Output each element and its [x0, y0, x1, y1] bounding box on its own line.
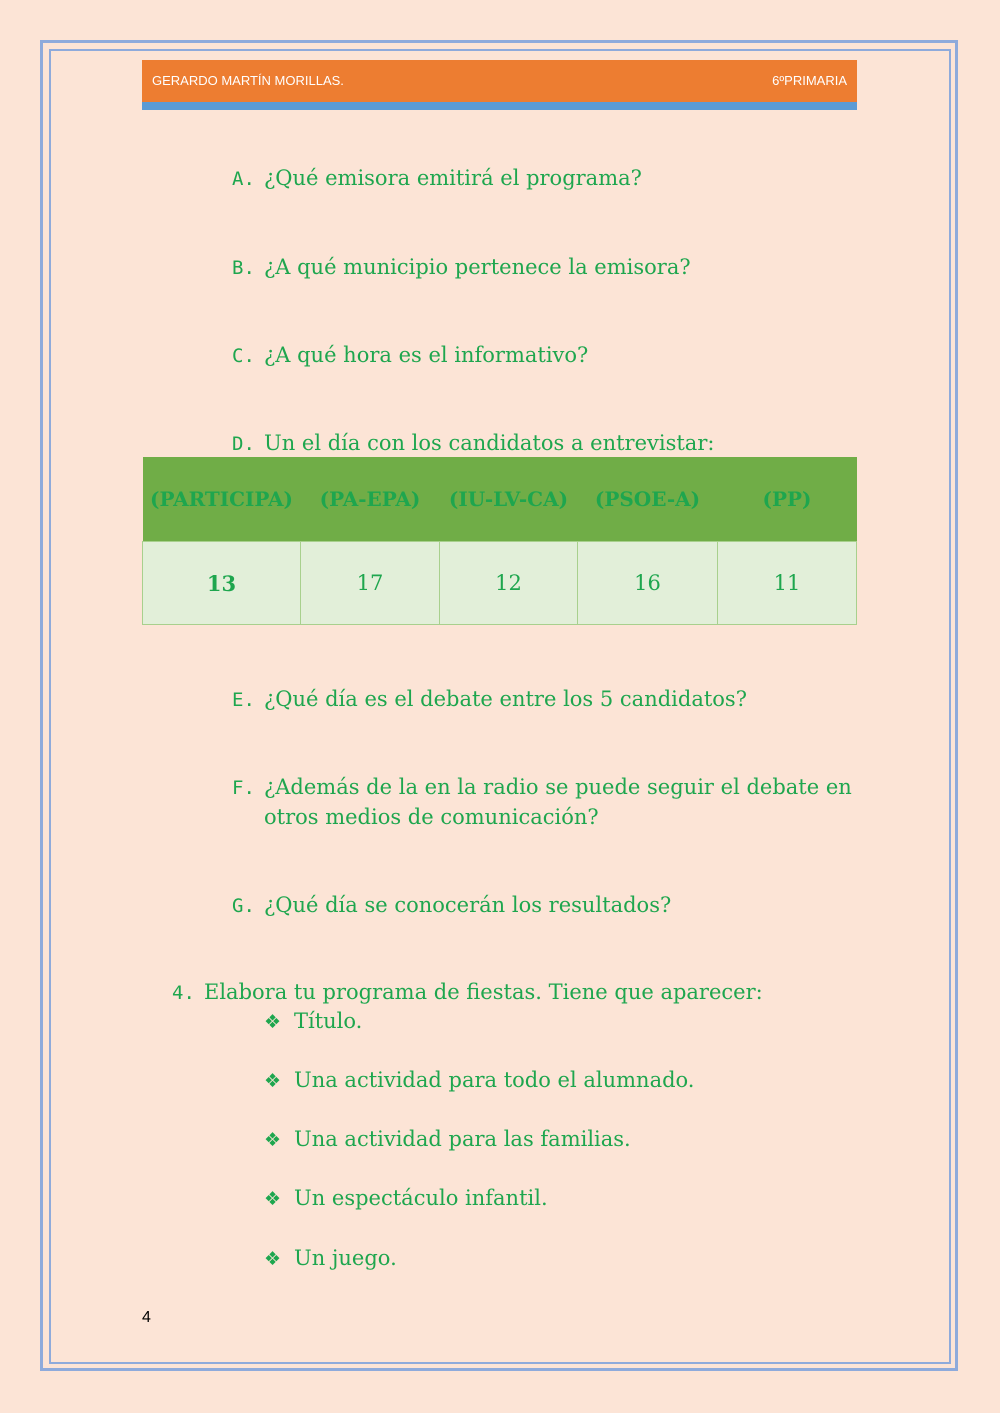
question-c	[232, 340, 857, 371]
question-letter: E.	[232, 689, 255, 711]
question-e	[232, 684, 857, 715]
list-item	[264, 1183, 548, 1214]
question-letter: B.	[232, 257, 255, 279]
question-text: Un el día con los candidatos a entrevistar:	[264, 431, 715, 455]
table-header-cell: (PA-EPA)	[301, 457, 440, 542]
table-cell: 16	[578, 542, 718, 625]
question-letter: C.	[232, 345, 255, 367]
list-item-text: Una actividad para las familias.	[294, 1127, 631, 1151]
diamond-bullet-icon: ❖	[264, 1188, 282, 1210]
table-header-cell: (PARTICIPA)	[143, 457, 301, 542]
table-header-cell: (PSOE-A)	[578, 457, 718, 542]
page-header	[142, 60, 857, 110]
list-item-text: Título.	[294, 1009, 363, 1033]
diamond-bullet-icon: ❖	[264, 1070, 282, 1092]
question-b	[232, 252, 857, 283]
question-letter: F.	[232, 777, 255, 799]
question-letter: G.	[232, 895, 255, 917]
question-text: ¿A qué municipio pertenece la emisora?	[264, 255, 691, 279]
diamond-bullet-icon: ❖	[264, 1011, 282, 1033]
list-item-text: Un juego.	[294, 1246, 397, 1270]
question-letter: A.	[232, 168, 255, 190]
diamond-bullet-icon: ❖	[264, 1248, 282, 1270]
table-cell: 13	[143, 542, 301, 625]
list-item	[264, 1243, 397, 1274]
table-row	[143, 542, 857, 625]
list-item	[264, 1006, 362, 1037]
question-f	[232, 772, 857, 832]
question-letter: D.	[232, 433, 255, 455]
list-item-text: Un espectáculo infantil.	[294, 1186, 548, 1210]
question-a	[232, 163, 857, 194]
header-grade: 6ºPRIMARIA	[772, 73, 847, 88]
table-header-cell: (PP)	[718, 457, 857, 542]
list-item-text: Una actividad para todo el alumnado.	[294, 1068, 695, 1092]
candidates-table	[142, 457, 857, 625]
list-item	[264, 1065, 695, 1096]
table-header-row	[143, 457, 857, 542]
table-cell: 11	[718, 542, 857, 625]
diamond-bullet-icon: ❖	[264, 1129, 282, 1151]
table-header-cell: (IU-LV-CA)	[440, 457, 578, 542]
table-cell: 12	[440, 542, 578, 625]
table-cell: 17	[301, 542, 440, 625]
list-item	[264, 1124, 631, 1155]
question-text: ¿Qué día se conocerán los resultados?	[264, 893, 672, 917]
question-text: ¿Qué emisora emitirá el programa?	[264, 166, 642, 190]
header-author: GERARDO MARTÍN MORILLAS.	[152, 73, 344, 88]
question-text: ¿Qué día es el debate entre los 5 candidatos?	[264, 687, 747, 711]
question-text: ¿Además de la en la radio se puede seguir el debate en otros medios de comunicación?	[264, 775, 852, 829]
question-d	[232, 428, 857, 459]
task-text: Elabora tu programa de fiestas. Tiene que aparecer:	[204, 980, 763, 1004]
question-g	[232, 890, 857, 921]
task-4	[172, 977, 857, 1008]
page-number: 4	[142, 1309, 151, 1326]
task-number: 4.	[172, 982, 195, 1004]
question-text: ¿A qué hora es el informativo?	[264, 343, 589, 367]
